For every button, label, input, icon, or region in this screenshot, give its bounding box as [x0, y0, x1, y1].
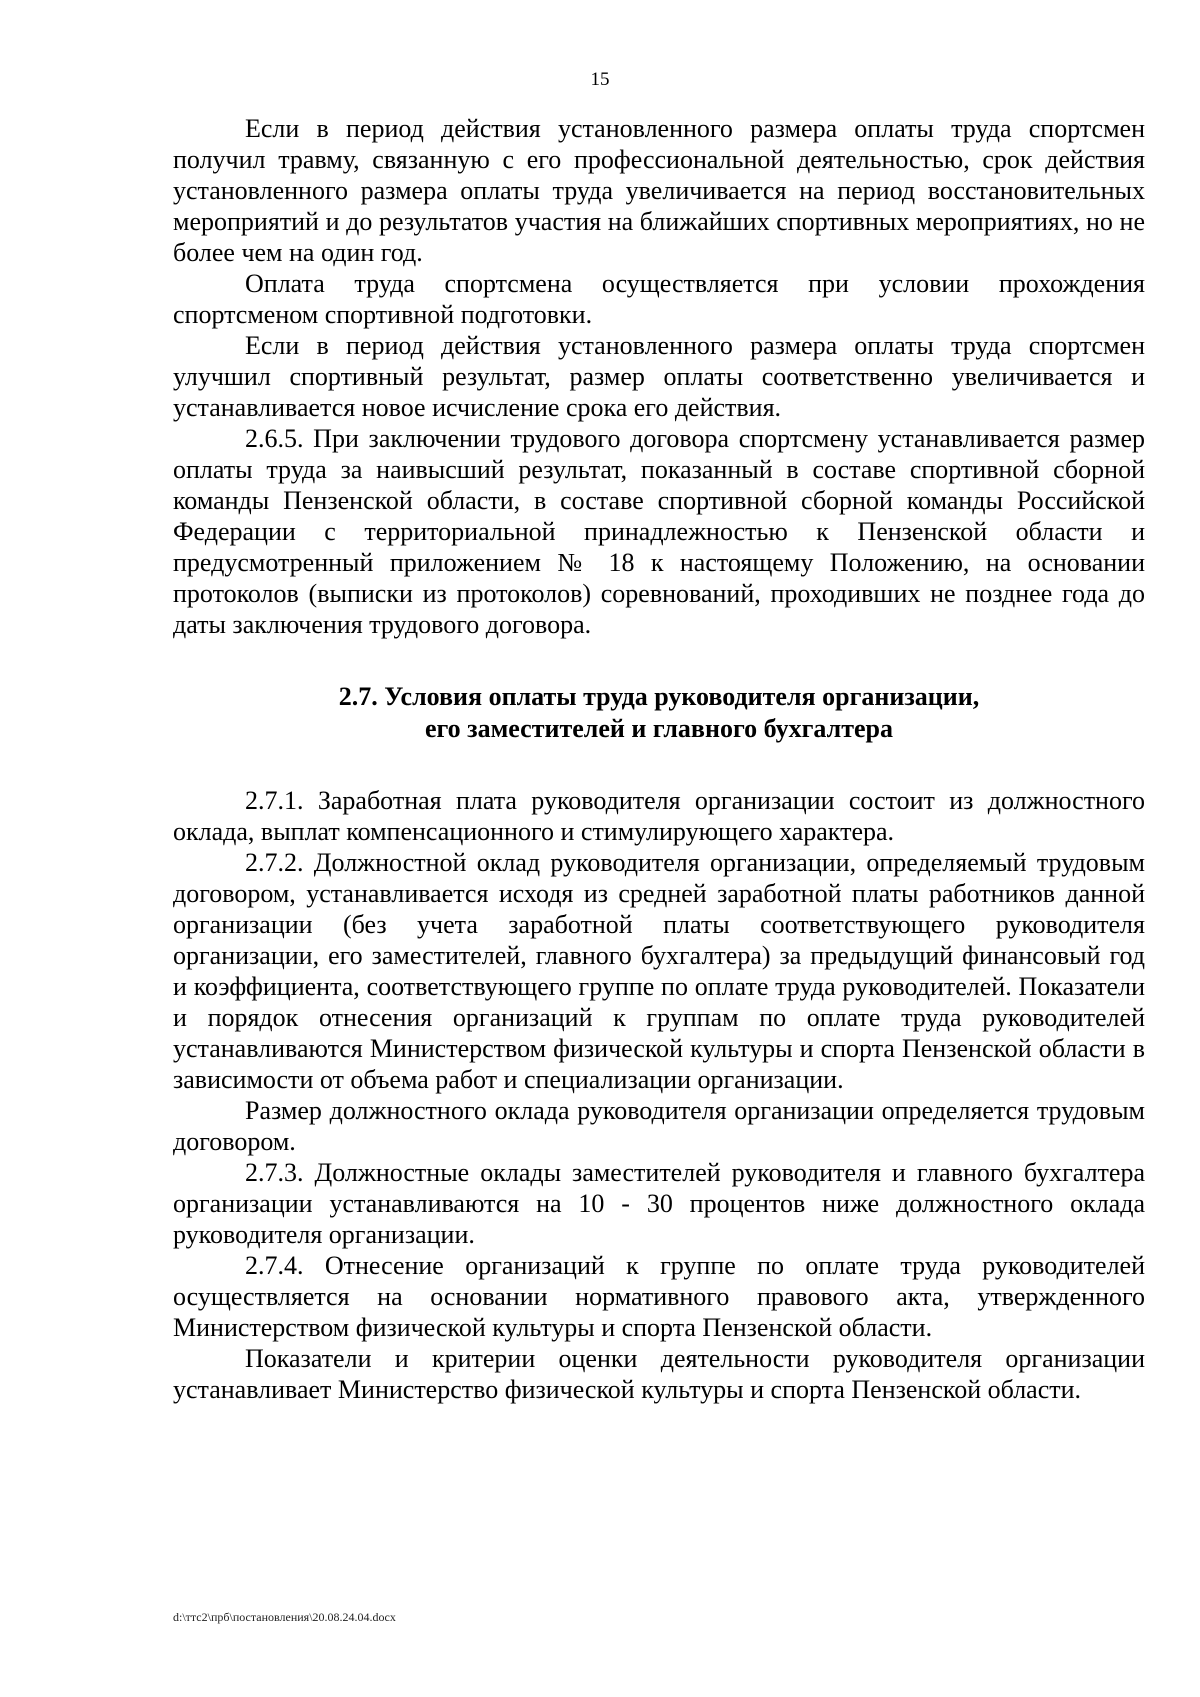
footer-file-path: d:\ттс2\прб\постановления\20.08.24.04.docx: [173, 1610, 396, 1624]
paragraph-2-7-1: 2.7.1. Заработная плата руководителя организации состоит из должностного оклада, выплат компенсационного и стимулирующего характера.: [173, 786, 1145, 846]
paragraph-injury-extension: Если в период действия установленного размера оплаты труда спортсмен получил травму, связанную с его профессиональной деятельностью, срок действия установленного размера оплаты труда увеличивается на период восстановительных мероприятий и до результатов участия на ближайших спортивных мероприятиях, но не более чем на один год.: [173, 114, 1145, 267]
paragraph-salary-size: Размер должностного оклада руководителя организации определяется трудовым договором.: [173, 1096, 1145, 1156]
paragraph-evaluation-criteria: Показатели и критерии оценки деятельности руководителя организации устанавливает Министерство физической культуры и спорта Пензенской области.: [173, 1344, 1145, 1404]
section-heading-line-1: 2.7. Условия оплаты труда руководителя организации,: [338, 682, 980, 711]
paragraph-2-6-5: 2.6.5. При заключении трудового договора спортсмену устанавливается размер оплаты труда за наивысший результат, показанный в составе спортивной сборной команды Пензенской области, в составе спортивной сборной команды Российской Федерации с территориальной принадлежностью к Пензенской области и предусмотренный приложением № 18 к настоящему Положению, на основании протоколов (выписки из протоколов) соревнований, проходивших не позднее года до даты заключения трудового договора.: [173, 424, 1145, 639]
paragraph-2-7-4: 2.7.4. Отнесение организаций к группе по оплате труда руководителей осуществляется на основании нормативного правового акта, утвержденного Министерством физической культуры и спорта Пензенской области.: [173, 1251, 1145, 1342]
section-heading-line-2: его заместителей и главного бухгалтера: [424, 714, 894, 743]
paragraph-2-7-3: 2.7.3. Должностные оклады заместителей руководителя и главного бухгалтера организации устанавливаются на 10 - 30 процентов ниже должностного оклада руководителя организации.: [173, 1158, 1145, 1249]
paragraph-result-improvement: Если в период действия установленного размера оплаты труда спортсмен улучшил спортивный результат, размер оплаты соответственно увеличивается и устанавливается новое исчисление срока его действия.: [173, 331, 1145, 422]
paragraph-2-7-2: 2.7.2. Должностной оклад руководителя организации, определяемый трудовым договором, устанавливается исходя из средней заработной платы работников данной организации (без учета заработной платы соответствующего руководителя организации, его заместителей, главного бухгалтера) за предыдущий финансовый год и коэффициента, соответствующего группе по оплате труда руководителей. Показатели и порядок отнесения организаций к группам по оплате труда руководителей устанавливаются Министерством физической культуры и спорта Пензенской области в зависимости от объема работ и специализации организации.: [173, 848, 1145, 1094]
section-heading-2-7: [173, 681, 1145, 745]
page-number: 15: [590, 69, 610, 90]
paragraph-training-condition: Оплата труда спортсмена осуществляется при условии прохождения спортсменом спортивной подготовки.: [173, 269, 1145, 329]
document-body: [173, 113, 1145, 1405]
